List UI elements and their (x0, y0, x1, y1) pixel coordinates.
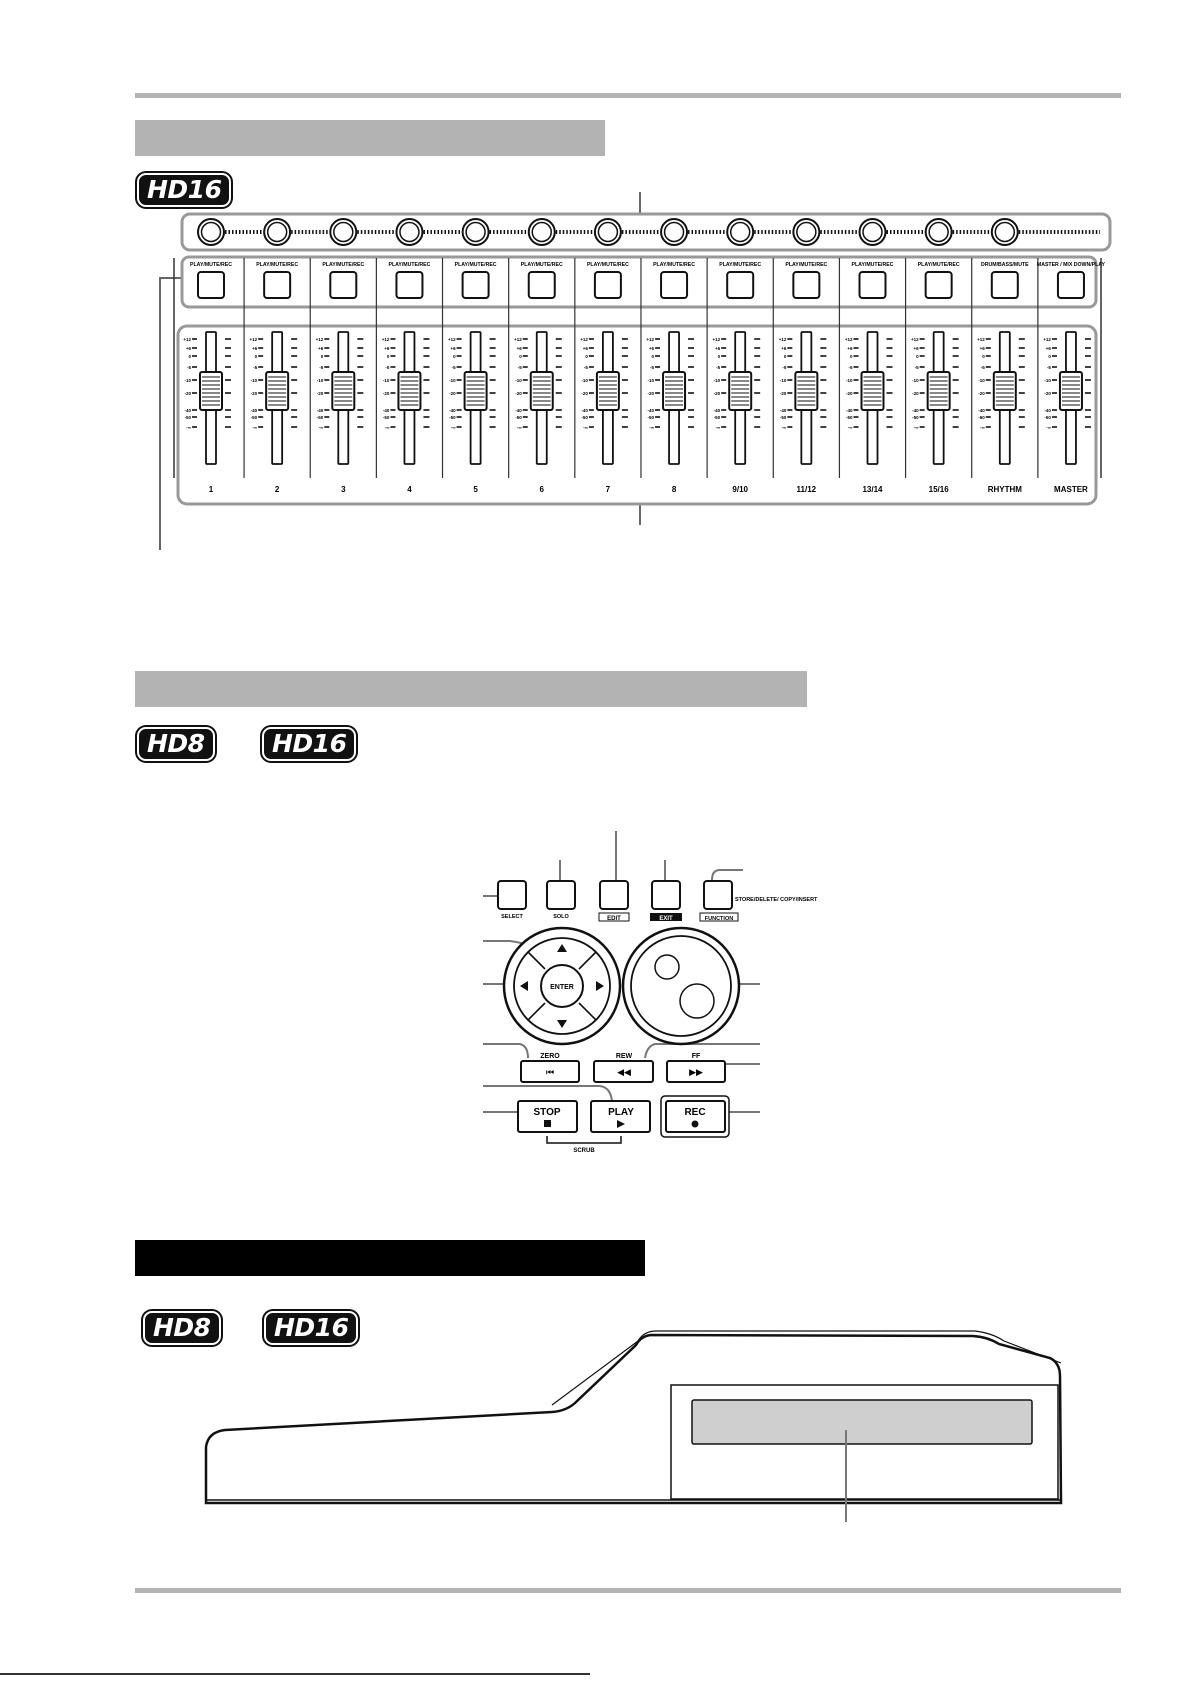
fader-scale-mark: -50 (978, 414, 985, 420)
fader-scale-mark: +12 (580, 336, 588, 342)
channel-label: 11/12 (796, 485, 817, 494)
fader-scale-mark: +12 (977, 336, 985, 342)
fader-scale-mark: -40 (184, 407, 191, 413)
fader-scale-mark: -∞ (913, 424, 919, 430)
fader-scale-mark: -10 (581, 377, 588, 383)
status-key-label: PLAY/MUTE/REC (454, 262, 497, 268)
fader-scale-mark: -40 (912, 407, 919, 413)
fader-scale-mark: -∞ (1046, 424, 1051, 430)
fader-scale-mark: +12 (183, 336, 191, 342)
fader-scale-mark: -5 (253, 364, 258, 370)
channel-knob-cap (598, 223, 617, 242)
fader-knob[interactable] (465, 372, 487, 410)
jog-dial[interactable] (623, 928, 739, 1044)
fader-scale-mark: -40 (382, 407, 390, 413)
fader-knob[interactable] (663, 372, 685, 410)
status-key[interactable] (198, 272, 224, 298)
fader-scale-mark: +12 (646, 336, 655, 342)
fader-scale-mark: -10 (1044, 377, 1051, 383)
fader-scale-mark: -50 (316, 414, 324, 420)
fader-scale-mark: 0 (254, 353, 258, 359)
fader-scale-mark: -40 (316, 407, 324, 413)
fader-knob[interactable] (398, 372, 420, 410)
channel-knob-cap (532, 223, 551, 242)
fader-scale-mark: -5 (782, 364, 787, 370)
channel-knob-cap (995, 223, 1014, 242)
channel-label: 9/10 (732, 485, 748, 494)
fader-knob[interactable] (332, 372, 354, 410)
fader-scale-mark: -5 (186, 364, 191, 370)
fader-knob[interactable] (1060, 372, 1082, 410)
fader-scale-mark: -5 (650, 364, 655, 370)
status-key-label: PLAY/MUTE/REC (785, 262, 828, 268)
status-key-label: PLAY/MUTE/REC (586, 262, 629, 268)
fader-scale-mark: +6 (516, 345, 522, 351)
fader-scale-mark: -50 (1044, 414, 1051, 420)
status-key-label: PLAY/MUTE/REC (388, 262, 431, 268)
fader-scale-mark: -50 (845, 414, 853, 420)
fader-scale-mark: -20 (779, 390, 787, 396)
channel-knob-cap (202, 223, 221, 242)
fader-scale-mark: +6 (648, 345, 655, 351)
status-key[interactable] (793, 272, 819, 298)
status-key-label: PLAY/MUTE/REC (851, 262, 894, 268)
fader-scale-mark: -10 (382, 377, 390, 383)
fader-scale-mark: -∞ (649, 424, 655, 430)
bottom-rule (135, 1588, 1121, 1593)
status-key[interactable] (860, 272, 886, 298)
status-key[interactable] (463, 272, 489, 298)
model-badge-hd16: HD16 (264, 1311, 358, 1345)
ff-key-label: FF (691, 1053, 701, 1060)
status-key-label: PLAY/MUTE/REC (520, 262, 563, 268)
fader-scale-mark: -40 (449, 407, 456, 413)
fader-scale-mark: -10 (647, 377, 655, 383)
fader-scale-mark: -50 (647, 414, 655, 420)
fader-scale-mark: -10 (316, 377, 324, 383)
solo-key[interactable] (547, 881, 575, 909)
fader-scale-mark: +6 (913, 345, 919, 351)
channel-label: MASTER (1054, 485, 1088, 494)
fader-scale-mark: +12 (447, 336, 456, 342)
model-badge-hd16: HD16 (262, 727, 356, 761)
scrub-bracket (547, 1136, 621, 1143)
fader-scale-mark: -10 (515, 377, 522, 383)
fader-scale-mark: +12 (712, 336, 721, 342)
status-key[interactable] (727, 272, 753, 298)
status-key[interactable] (396, 272, 422, 298)
channel-knob-cap (731, 223, 750, 242)
channel-knob-cap (334, 223, 353, 242)
fader-scale-mark: +6 (252, 345, 258, 351)
fader-scale-mark: +6 (185, 345, 191, 351)
fader-row-frame (178, 326, 1096, 504)
fader-scale-mark: -40 (647, 407, 655, 413)
fader-scale-mark: -20 (845, 390, 853, 396)
fader-scale-mark: 0 (982, 353, 985, 359)
select-key[interactable] (498, 881, 526, 909)
fader-scale-mark: +12 (315, 336, 324, 342)
fader-scale-mark: +12 (911, 336, 919, 342)
fader-knob[interactable] (531, 372, 553, 410)
fader-knob[interactable] (862, 372, 884, 410)
solo-key-label: SOLO (553, 914, 569, 920)
fader-scale-mark: -40 (1044, 407, 1051, 413)
select-key-label: SELECT (501, 914, 523, 920)
fader-scale-mark: -∞ (384, 424, 390, 430)
mixer-panel (0, 0, 1191, 560)
fader-scale-mark: +6 (781, 345, 787, 351)
fader-scale-mark: -20 (316, 390, 324, 396)
status-key-label: PLAY/MUTE/REC (256, 262, 299, 268)
fader-scale-mark: 0 (849, 353, 853, 359)
fader-scale-mark: -20 (382, 390, 390, 396)
fader-scale-mark: -20 (1044, 390, 1051, 396)
exit-key-sub-label: EXIT (659, 916, 673, 922)
fader-knob[interactable] (597, 372, 619, 410)
status-key-label: DRUM/BASS/MUTE (981, 262, 1029, 268)
zero-key-label: ZERO (540, 1053, 560, 1060)
status-key-label: PLAY/MUTE/REC (190, 262, 232, 268)
status-key-label: PLAY/MUTE/REC (653, 262, 695, 268)
fader-scale-mark: -5 (716, 364, 721, 370)
fader-scale-mark: 0 (651, 353, 655, 359)
fader-knob[interactable] (266, 372, 288, 410)
status-key[interactable] (926, 272, 952, 298)
fader-scale-mark: 0 (1048, 353, 1051, 359)
fader-scale-mark: -20 (581, 390, 588, 396)
section-bar-display (135, 1240, 645, 1276)
model-badge-hd16: HD16 (137, 173, 231, 207)
fader-scale-mark: -50 (779, 414, 787, 420)
channel-label: 3 (341, 485, 346, 494)
fader-scale-mark: -20 (449, 390, 456, 396)
status-key-label: MASTER / MIX DOWN/PLAY (1036, 262, 1106, 268)
fader-scale-mark: 0 (585, 353, 588, 359)
channel-label: 6 (539, 485, 544, 494)
fader-scale-mark: -∞ (715, 424, 721, 430)
fader-scale-mark: +6 (384, 345, 390, 351)
fader-scale-mark: -5 (319, 364, 324, 370)
status-key[interactable] (330, 272, 356, 298)
fader-scale-mark: 0 (453, 353, 456, 359)
fader-scale-mark: +12 (1043, 336, 1051, 342)
fader-scale-mark: +12 (381, 336, 390, 342)
fader-scale-mark: -∞ (186, 424, 191, 430)
channel-label: 8 (671, 485, 677, 494)
status-key-label: PLAY/MUTE/REC (322, 262, 365, 268)
channel-label: 7 (605, 485, 611, 494)
channel-knob-cap (400, 223, 419, 242)
function-key-sub-label: FUNCTION (704, 916, 734, 922)
fader-scale-mark: -40 (581, 407, 588, 413)
fader-scale-mark: +12 (514, 336, 522, 342)
fader-scale-mark: -5 (980, 364, 985, 370)
fader-scale-mark: +6 (979, 345, 985, 351)
scrub-label: SCRUB (573, 1148, 595, 1154)
fader-scale-mark: 0 (519, 353, 522, 359)
fader-scale-mark: -50 (581, 414, 588, 420)
status-key[interactable] (529, 272, 555, 298)
fader-scale-mark: -20 (912, 390, 919, 396)
fader-scale-mark: -10 (978, 377, 985, 383)
callout-status-buttons (160, 278, 183, 550)
channel-label: 1 (208, 485, 214, 494)
fader-scale-mark: -50 (449, 414, 456, 420)
fader-scale-mark: -20 (978, 390, 985, 396)
fader-scale-mark: 0 (916, 353, 919, 359)
fader-scale-mark: -∞ (847, 424, 853, 430)
status-key-label: PLAY/MUTE/REC (719, 262, 762, 268)
lcd-display (692, 1400, 1032, 1444)
section-bar-transport (135, 671, 807, 707)
fader-scale-mark: -∞ (517, 424, 522, 430)
fader-scale-mark: -10 (250, 377, 258, 383)
channel-knob-cap (797, 223, 816, 242)
edit-key[interactable] (600, 881, 628, 909)
fader-scale-mark: -50 (515, 414, 522, 420)
fader-scale-mark: 0 (188, 353, 191, 359)
fader-scale-mark: -∞ (450, 424, 456, 430)
fader-scale-mark: +6 (715, 345, 721, 351)
fader-scale-mark: -50 (184, 414, 191, 420)
function-key-label: STORE/DELETE/ COPY/INSERT (735, 897, 818, 903)
fader-scale-mark: -5 (914, 364, 919, 370)
fader-knob[interactable] (795, 372, 817, 410)
fader-scale-mark: -50 (382, 414, 390, 420)
channel-knob-cap (466, 223, 485, 242)
channel-label: 2 (274, 485, 280, 494)
fader-scale-mark: -40 (978, 407, 985, 413)
status-key[interactable] (661, 272, 687, 298)
fader-scale-mark: -5 (1046, 364, 1051, 370)
fader-scale-mark: +6 (582, 345, 588, 351)
channel-label: 4 (407, 485, 412, 494)
fader-scale-mark: -20 (184, 390, 191, 396)
status-key[interactable] (992, 272, 1018, 298)
fader-scale-mark: -5 (848, 364, 853, 370)
channel-label: 13/14 (862, 485, 883, 494)
ff-icon: ▶▶ (689, 1067, 703, 1077)
status-key[interactable] (264, 272, 290, 298)
page-footer-edge (0, 1673, 590, 1675)
status-key[interactable] (1058, 272, 1084, 298)
fader-scale-mark: -10 (449, 377, 456, 383)
fader-scale-mark: -50 (912, 414, 919, 420)
channel-knob-cap (665, 223, 684, 242)
model-badge-hd8: HD8 (143, 1311, 221, 1345)
channel-knob-cap (268, 223, 287, 242)
fader-scale-mark: -40 (779, 407, 787, 413)
enter-key-label: ENTER (550, 984, 574, 991)
fader-scale-mark: -∞ (252, 424, 258, 430)
channel-label: RHYTHM (987, 485, 1022, 494)
stop-icon (544, 1120, 551, 1127)
zero-icon: ⏮ (545, 1067, 555, 1077)
rec-icon (692, 1121, 699, 1128)
fader-scale-mark: -50 (713, 414, 721, 420)
fader-knob[interactable] (729, 372, 751, 410)
fader-scale-mark: -20 (713, 390, 721, 396)
fader-scale-mark: -40 (515, 407, 522, 413)
fader-scale-mark: -10 (184, 377, 191, 383)
fader-scale-mark: +6 (450, 345, 456, 351)
fader-scale-mark: -20 (250, 390, 258, 396)
fader-scale-mark: -10 (912, 377, 919, 383)
fader-scale-mark: +12 (778, 336, 787, 342)
fader-knob[interactable] (928, 372, 950, 410)
stop-key-label: STOP (533, 1107, 561, 1118)
fader-scale-mark: +6 (318, 345, 324, 351)
exit-key[interactable] (652, 881, 680, 909)
fader-scale-mark: -10 (713, 377, 721, 383)
channel-label: 5 (473, 485, 478, 494)
fader-scale-mark: -10 (845, 377, 853, 383)
fader-scale-mark: -20 (647, 390, 655, 396)
rew-key-label: REW (615, 1053, 633, 1060)
fader-scale-mark: -10 (779, 377, 787, 383)
fader-scale-mark: -5 (385, 364, 390, 370)
rec-key-label: REC (684, 1107, 706, 1118)
fader-scale-mark: -50 (250, 414, 258, 420)
fader-scale-mark: -∞ (781, 424, 787, 430)
fader-scale-mark: -20 (515, 390, 522, 396)
status-key[interactable] (595, 272, 621, 298)
function-key[interactable] (704, 881, 732, 909)
channel-knob-cap (929, 223, 948, 242)
fader-scale-mark: -5 (451, 364, 456, 370)
fader-scale-mark: -∞ (318, 424, 324, 430)
fader-scale-mark: -5 (583, 364, 588, 370)
fader-scale-mark: +12 (249, 336, 258, 342)
rew-icon: ◀◀ (617, 1067, 631, 1077)
fader-scale-mark: +6 (1045, 345, 1051, 351)
fader-scale-mark: 0 (386, 353, 390, 359)
fader-scale-mark: -5 (517, 364, 522, 370)
fader-scale-mark: +12 (844, 336, 853, 342)
channel-knob-cap (863, 223, 882, 242)
fader-scale-mark: +6 (847, 345, 853, 351)
fader-knob[interactable] (994, 372, 1016, 410)
fader-scale-mark: -40 (250, 407, 258, 413)
fader-knob[interactable] (200, 372, 222, 410)
fader-scale-mark: 0 (783, 353, 787, 359)
edit-key-sub-label: EDIT (607, 916, 621, 922)
fader-scale-mark: 0 (717, 353, 721, 359)
fader-scale-mark: -40 (845, 407, 853, 413)
fader-scale-mark: 0 (320, 353, 324, 359)
channel-label: 15/16 (928, 485, 949, 494)
model-badge-hd8: HD8 (137, 727, 215, 761)
fader-scale-mark: -∞ (583, 424, 588, 430)
fader-scale-mark: -40 (713, 407, 721, 413)
status-key-label: PLAY/MUTE/REC (917, 262, 960, 268)
play-key-label: PLAY (608, 1107, 634, 1118)
fader-scale-mark: -∞ (980, 424, 985, 430)
